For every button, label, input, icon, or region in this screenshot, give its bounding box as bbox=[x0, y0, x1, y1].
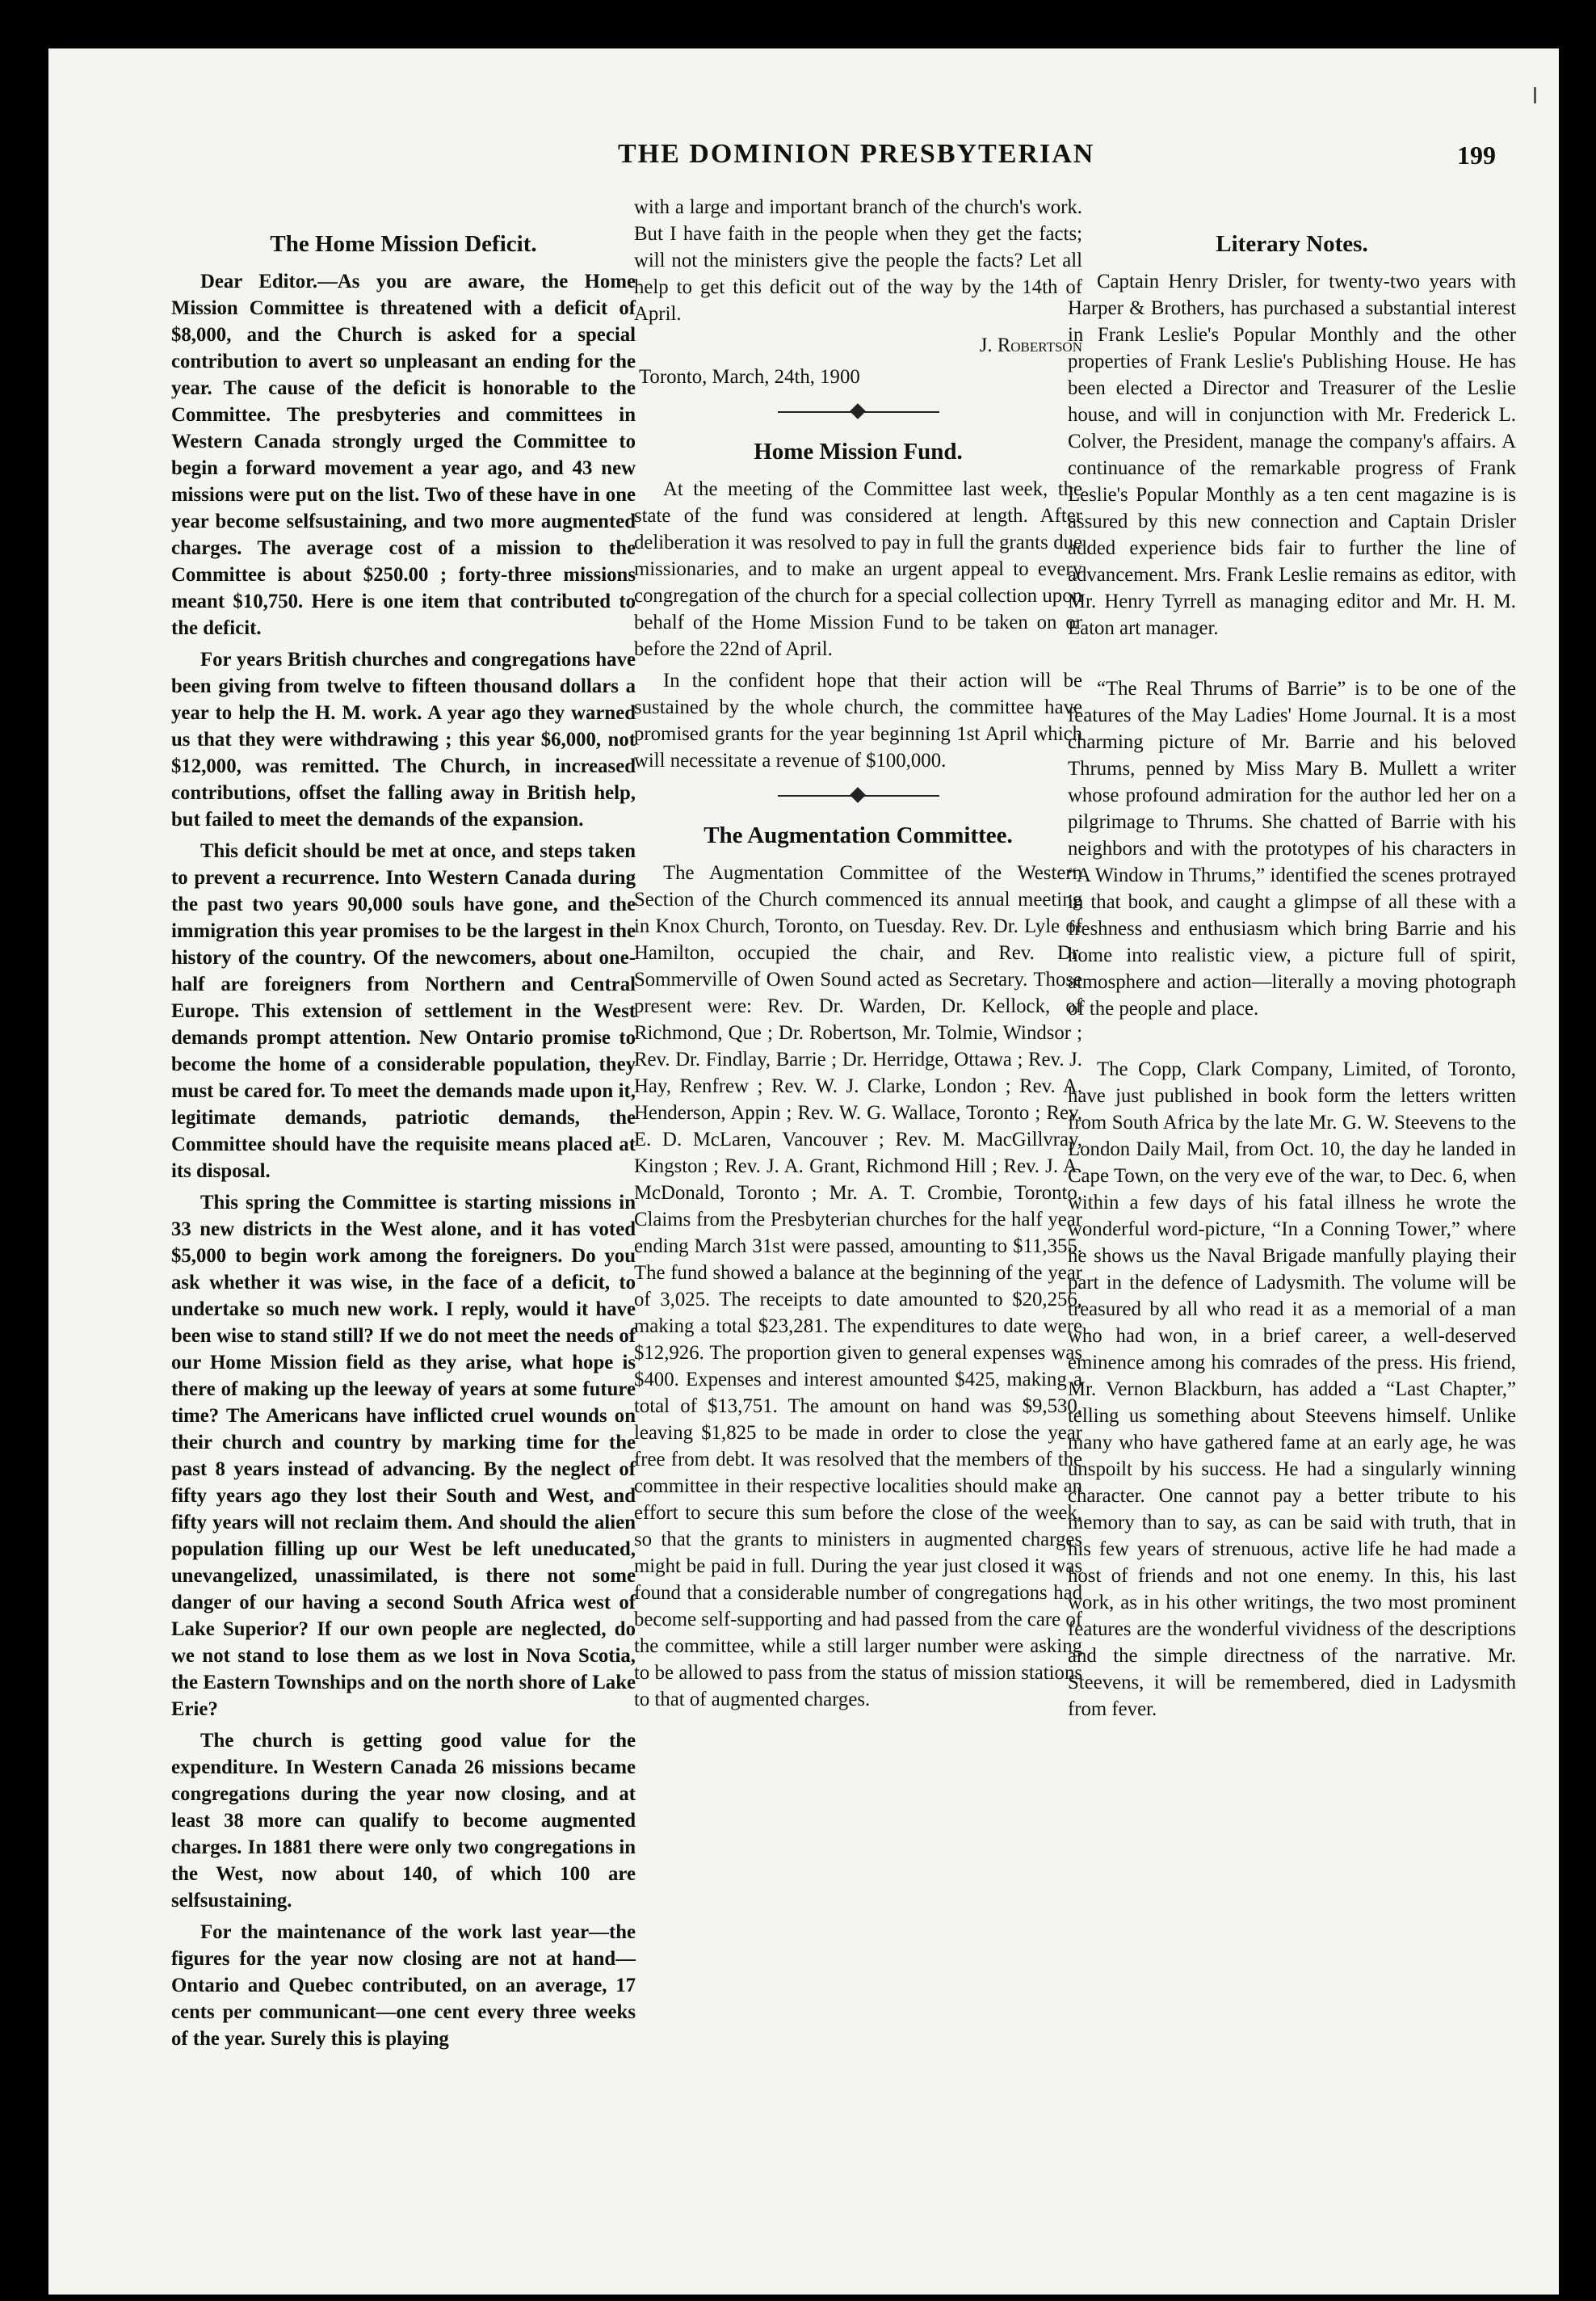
article-paragraph: In the confident hope that their action will be sustained by the whole church, the committee have promised grants for the year beginning 1st April which will necessitate a revenue of $100,000. bbox=[634, 670, 1082, 772]
newspaper-page bbox=[48, 48, 1559, 2295]
article-paragraph: This spring the Committee is starting missions in 33 new districts in the West alone, and it has voted $5,000 to begin work among the foreigners. Do you ask whether it was wise, in the face of a deficit, to undertake so much new work. I reply, would it have been wise to stand still? If we do not meet the needs of our Home Mission field as they arise, what hope is there of making up the leeway of years at some future time? The Americans have inflicted cruel wounds on their church and country by marking time for the past 8 years instead of advancing. By the neglect of fifty years ago they lost their South and West, and fifty years will not reclaim them. And should the alien population filling up our West be left uneducated, unevangelized, unassimilated, is there not some danger of our having a second South Africa west of Lake Superior? If our own people are neglected, do we not stand to lose them as we lost in Nova Scotia, the Eastern Townships and on the north shore of Lake Erie? bbox=[171, 1192, 636, 1720]
column-2 bbox=[634, 194, 1082, 1713]
article-paragraph: This deficit should be met at once, and steps taken to prevent a recurrence. Into Western Canada during the past two years 90,000 souls have gone, and the immigration this year promises to be the largest in the history of the country. Of the newcomers, about one-half are foreigners from Northern and Central Europe. This extension of settlement in the West demands prompt attention. New Ontario promise to become the home of a considerable population, they must be cared for. To meet the demands made upon it, legitimate demands, patriotic demands, the Committee should have the requisite means placed at its disposal. bbox=[171, 840, 636, 1182]
article-paragraph: Dear Editor.—As you are aware, the Home Mission Committee is threatened with a deficit of $8,000, and the Church is asked for a special contribution to avert so unpleasant an ending for the year. The cause of the deficit is honorable to the Committee. The presbyteries and committees in Western Canada strongly urged the Committee to begin a forward movement a year ago, and 43 new missions were put on the list. Two of these have in one year become selfsustaining, and two more augmented charges. The average cost of a mission to the Committee is about $250.00 ; forty-three missions meant $10,750. Here is one item that contributed to the deficit. bbox=[171, 271, 636, 639]
article-continuation: with a large and important branch of the church's work. But I have faith in the people when they get the facts; will not the ministers give the people the facts? Let all help to get this deficit out of the way by the 14th of April. bbox=[634, 196, 1082, 325]
section-divider bbox=[778, 795, 939, 797]
article-paragraph: Captain Henry Drisler, for twenty-two years with Harper & Brothers, has purchased a substantial interest in Frank Leslie's Popular Monthly and the other properties of Frank Leslie's Publishing House. He has been elected a Director and Treasurer of the Leslie house, and will in conjunction with Mr. Frederick L. Colver, the President, manage the company's affairs. A continuance of the remarkable progress of Frank Leslie's Popular Monthly as a ten cent magazine is is assured by this new connection and Captain Drisler added experience bids fair to further the line of advancement. Mrs. Frank Leslie remains as editor, with Mr. Henry Tyrrell as managing editor and Mr. H. M. Eaton art manager. bbox=[1068, 271, 1516, 639]
article-paragraph: At the meeting of the Committee last week, the state of the fund was considered at length. After deliberation it was resolved to pay in full the grants due missionaries, and to make an urgent appeal to every congregation of the church for a special collection upon behalf of the Home Mission Fund to be taken on or before the 22nd of April. bbox=[634, 478, 1082, 660]
divider-ornament bbox=[850, 787, 866, 803]
corner-mark bbox=[1534, 87, 1536, 103]
article-dateline: Toronto, March, 24th, 1900 bbox=[639, 366, 860, 388]
page-header bbox=[48, 139, 1559, 187]
paragraph-gap bbox=[1068, 1022, 1516, 1056]
article-paragraph: The Augmentation Committee of the Western Section of the Church commenced its annual meeting in Knox Church, Toronto, on Tuesday. Rev. Dr. Lyle of Hamilton, occupied the chair, and Rev. Dr. Sommerville of Owen Sound acted as Secretary. Those present were: Rev. Dr. Warden, Dr. Kellock, of Richmond, Que ; Dr. Robertson, Mr. Tolmie, Windsor ; Rev. Dr. Findlay, Barrie ; Dr. Herridge, Ottawa ; Rev. J. Hay, Renfrew ; Rev. W. J. Clarke, London ; Rev. A. Henderson, Appin ; Rev. W. G. Wallace, Toronto ; Rev. E. D. McLaren, Vancouver ; Rev. M. MacGillvray, Kingston ; Rev. J. A. Grant, Richmond Hill ; Rev. J. A. McDonald, Toronto ; Mr. A. T. Crombie, Toronto. Claims from the Presbyterian churches for the half year ending March 31st were passed, amounting to $11,355. The fund showed a balance at the beginning of the year of 3,025. The receipts to date amounted to $20,256, making a total $23,281. The expenditures to date were $12,926. The proportion given to general expenses was $400. Expenses and interest amounted $425, making a total of $13,751. The amount on hand was $9,530, leaving $1,825 to be made in order to close the year free from debt. It was resolved that the members of the committee in their respective localities should make an effort to secure this sum before the close of the week, so that the grants to ministers in augmented charges might be paid in full. During the year just closed it was found that a considerable number of congregations had become self-supporting and had passed from the care of the committee, while a still larger number were asking to be allowed to pass from the status of mission stations to that of augmented charges. bbox=[634, 862, 1082, 1710]
article-heading-home-mission-fund: Home Mission Fund. bbox=[754, 439, 963, 465]
page-number: 199 bbox=[1457, 141, 1496, 170]
article-paragraph: The church is getting good value for the expenditure. In Western Canada 26 missions became congregations during the year now closing, and at least 38 more can qualify to become augmented charges. In 1881 there were only two congregations in the West, now about 140, of which 100 are selfsustaining. bbox=[171, 1730, 636, 1912]
divider-ornament bbox=[850, 403, 866, 419]
article-heading-home-mission-deficit: The Home Mission Deficit. bbox=[270, 231, 537, 257]
article-paragraph: For the maintenance of the work last year—the figures for the year now closing are not at hand—Ontario and Quebec contributed, on an average, 17 cents per communicant—one cent every three weeks of the year. Surely this is playing bbox=[171, 1921, 636, 2050]
publication-title: THE DOMINION PRESBYTERIAN bbox=[618, 139, 1095, 169]
article-signature: J. Robertson bbox=[979, 334, 1082, 356]
article-paragraph: “The Real Thrums of Barrie” is to be one of the features of the May Ladies' Home Journal. It is a most charming picture of Mr. Barrie and his beloved Thrums, penned by Miss Mary B. Mullett a writer whose profound admiration for the author led her on a pilgrimage to Thrums. She chatted of Barrie with his neighbors and with the prototypes of his characters in “A Window in Thrums,” identified the scenes protrayed in that book, and caught a glimpse of all these with a freshness and enthusiasm which bring Barrie and his home into realistic view, a picture full of spirit, atmosphere and action—literally a moving photograph of the people and place. bbox=[1068, 678, 1516, 1020]
section-divider bbox=[778, 411, 939, 413]
paragraph-gap bbox=[1068, 642, 1516, 675]
article-paragraph: For years British churches and congregations have been giving from twelve to fifteen thousand dollars a year to help the H. M. work. A year ago they warned us that they were withdrawing ; this year $6,000, not $12,000, was remitted. The Church, in increased contributions, offset the falling away in British help, but failed to meet the demands of the expansion. bbox=[171, 649, 636, 831]
article-heading-literary-notes: Literary Notes. bbox=[1216, 231, 1368, 257]
column-3 bbox=[1068, 194, 1516, 1723]
article-heading-augmentation-committee: The Augmentation Committee. bbox=[704, 822, 1013, 848]
article-paragraph: The Copp, Clark Company, Limited, of Toronto, have just published in book form the letters written from South Africa by the late Mr. G. W. Steevens to the London Daily Mail, from Oct. 10, the day he landed in Cape Town, on the very eve of the war, to Dec. 6, when within a few days of his fatal illness he wrote the wonderful word-picture, “In a Conning Tower,” where he shows us the Naval Brigade manfully playing their part in the defence of Ladysmith. The volume will be treasured by all who read it as a memorial of a man who had won, in a brief career, a well-deserved eminence among his comrades of the press. His friend, Mr. Vernon Blackburn, has added a “Last Chapter,” telling us something about Steevens himself. Unlike many who have gathered fame at an early age, he was unspoilt by his success. He had a singularly winning character. One cannot pay a better tribute to his memory than to say, as can be said with truth, that in his few years of strenuous, active life he had made a host of friends and not one enemy. In this, his last work, as in his other writings, the two most prominent features are the wonderful vividness of the descriptions and the simple directness of the narrative. Mr. Steevens, it will be remembered, died in Ladysmith from fever. bbox=[1068, 1058, 1516, 1720]
column-1 bbox=[171, 194, 636, 2052]
